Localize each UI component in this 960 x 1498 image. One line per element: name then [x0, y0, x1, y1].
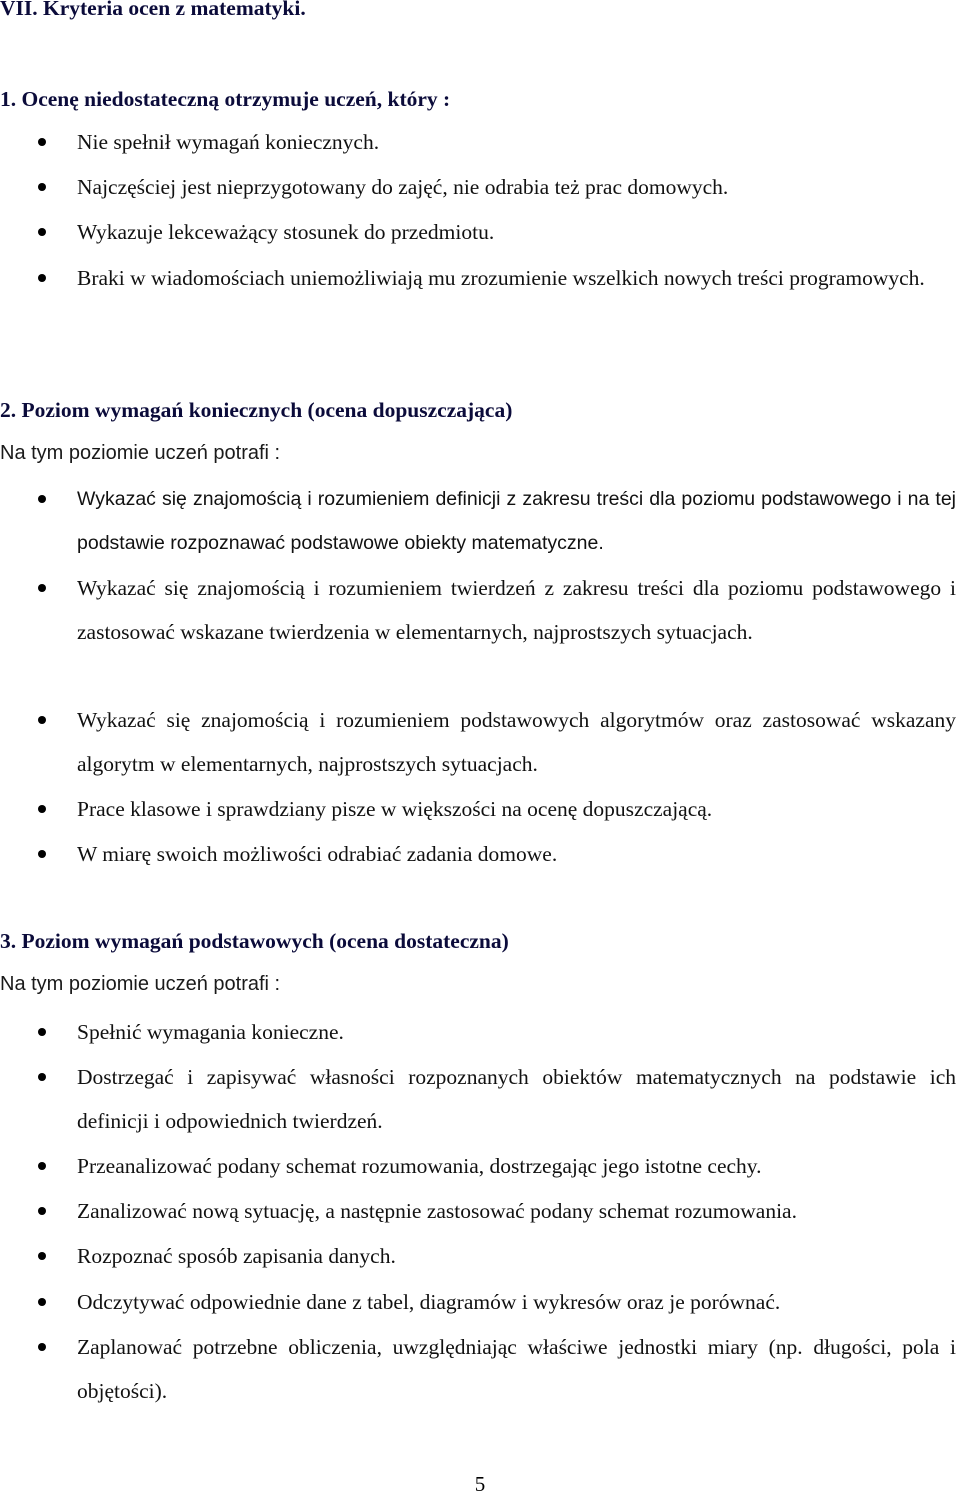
list-item-text: Odczytywać odpowiednie dane z tabel, diagramów i wykresów oraz je porównać.	[77, 1290, 781, 1314]
bullet-icon	[38, 716, 46, 724]
list-item-text: Rozpoznać sposób zapisania danych.	[77, 1244, 396, 1268]
page-number: 5	[474, 1472, 486, 1496]
list-item-text: Zanalizować nową sytuację, a następnie zastosować podany schemat rozumowania.	[77, 1199, 797, 1223]
list-item-text: Braki w wiadomościach uniemożliwiają mu zrozumienie wszelkich nowych treści programowych.	[77, 266, 925, 290]
section-2-subheading: Na tym poziomie uczeń potrafi :	[0, 442, 281, 464]
list-item-text: Prace klasowe i sprawdziany pisze w większości na ocenę dopuszczającą.	[77, 797, 713, 821]
bullet-icon	[38, 1162, 46, 1170]
list-item-text: Wykazuje lekceważący stosunek do przedmiotu.	[77, 220, 495, 244]
bullet-icon	[38, 274, 46, 282]
list-item-text: Spełnić wymagania konieczne.	[77, 1020, 344, 1044]
section-2-heading: 2. Poziom wymagań koniecznych (ocena dopuszczająca)	[0, 398, 513, 422]
list-item-text: Dostrzegać i zapisywać własności rozpoznanych obiektów matematycznych na podstawie ich definicji i odpowiednich twierdzeń.	[77, 1065, 956, 1133]
bullet-icon	[38, 850, 46, 858]
bullet-icon	[38, 138, 46, 146]
list-item-text: Zaplanować potrzebne obliczenia, uwzględniając właściwe jednostki miary (np. długości, pola i objętości).	[77, 1335, 956, 1403]
section-1-heading: 1. Ocenę niedostateczną otrzymuje uczeń, który :	[0, 87, 451, 111]
bullet-icon	[38, 1343, 46, 1351]
list-item-text: Wykazać się znajomością i rozumieniem podstawowych algorytmów oraz zastosować wskazany algorytm w elementarnych, najprostszych sytuacjach.	[77, 708, 956, 776]
list-item-text: Przeanalizować podany schemat rozumowania, dostrzegając jego istotne cechy.	[77, 1154, 762, 1178]
list-item-text: Wykazać się znajomością i rozumieniem twierdzeń z zakresu treści dla poziomu podstawowego i zastosować wskazane twierdzenia w elementarnych, najprostszych sytuacjach.	[77, 576, 956, 644]
bullet-icon	[38, 228, 46, 236]
bullet-icon	[38, 584, 46, 592]
document-title: VII. Kryteria ocen z matematyki.	[0, 0, 306, 20]
bullet-icon	[38, 805, 46, 813]
section-3-heading: 3. Poziom wymagań podstawowych (ocena dostateczna)	[0, 929, 509, 953]
bullet-icon	[38, 1207, 46, 1215]
list-item-text: Wykazać się znajomością i rozumieniem definicji z zakresu treści dla poziomu podstawowego i na tej podstawie rozpoznawać podstawowe obiekty matematyczne.	[77, 488, 956, 554]
bullet-icon	[38, 1298, 46, 1306]
bullet-icon	[38, 495, 46, 503]
bullet-icon	[38, 1073, 46, 1081]
bullet-icon	[38, 1252, 46, 1260]
list-item-text: Nie spełnił wymagań koniecznych.	[77, 130, 380, 154]
bullet-icon	[38, 1028, 46, 1036]
section-3-subheading: Na tym poziomie uczeń potrafi :	[0, 973, 281, 995]
bullet-icon	[38, 183, 46, 191]
list-item-text: W miarę swoich możliwości odrabiać zadania domowe.	[77, 842, 558, 866]
list-item-text: Najczęściej jest nieprzygotowany do zajęć, nie odrabia też prac domowych.	[77, 175, 729, 199]
